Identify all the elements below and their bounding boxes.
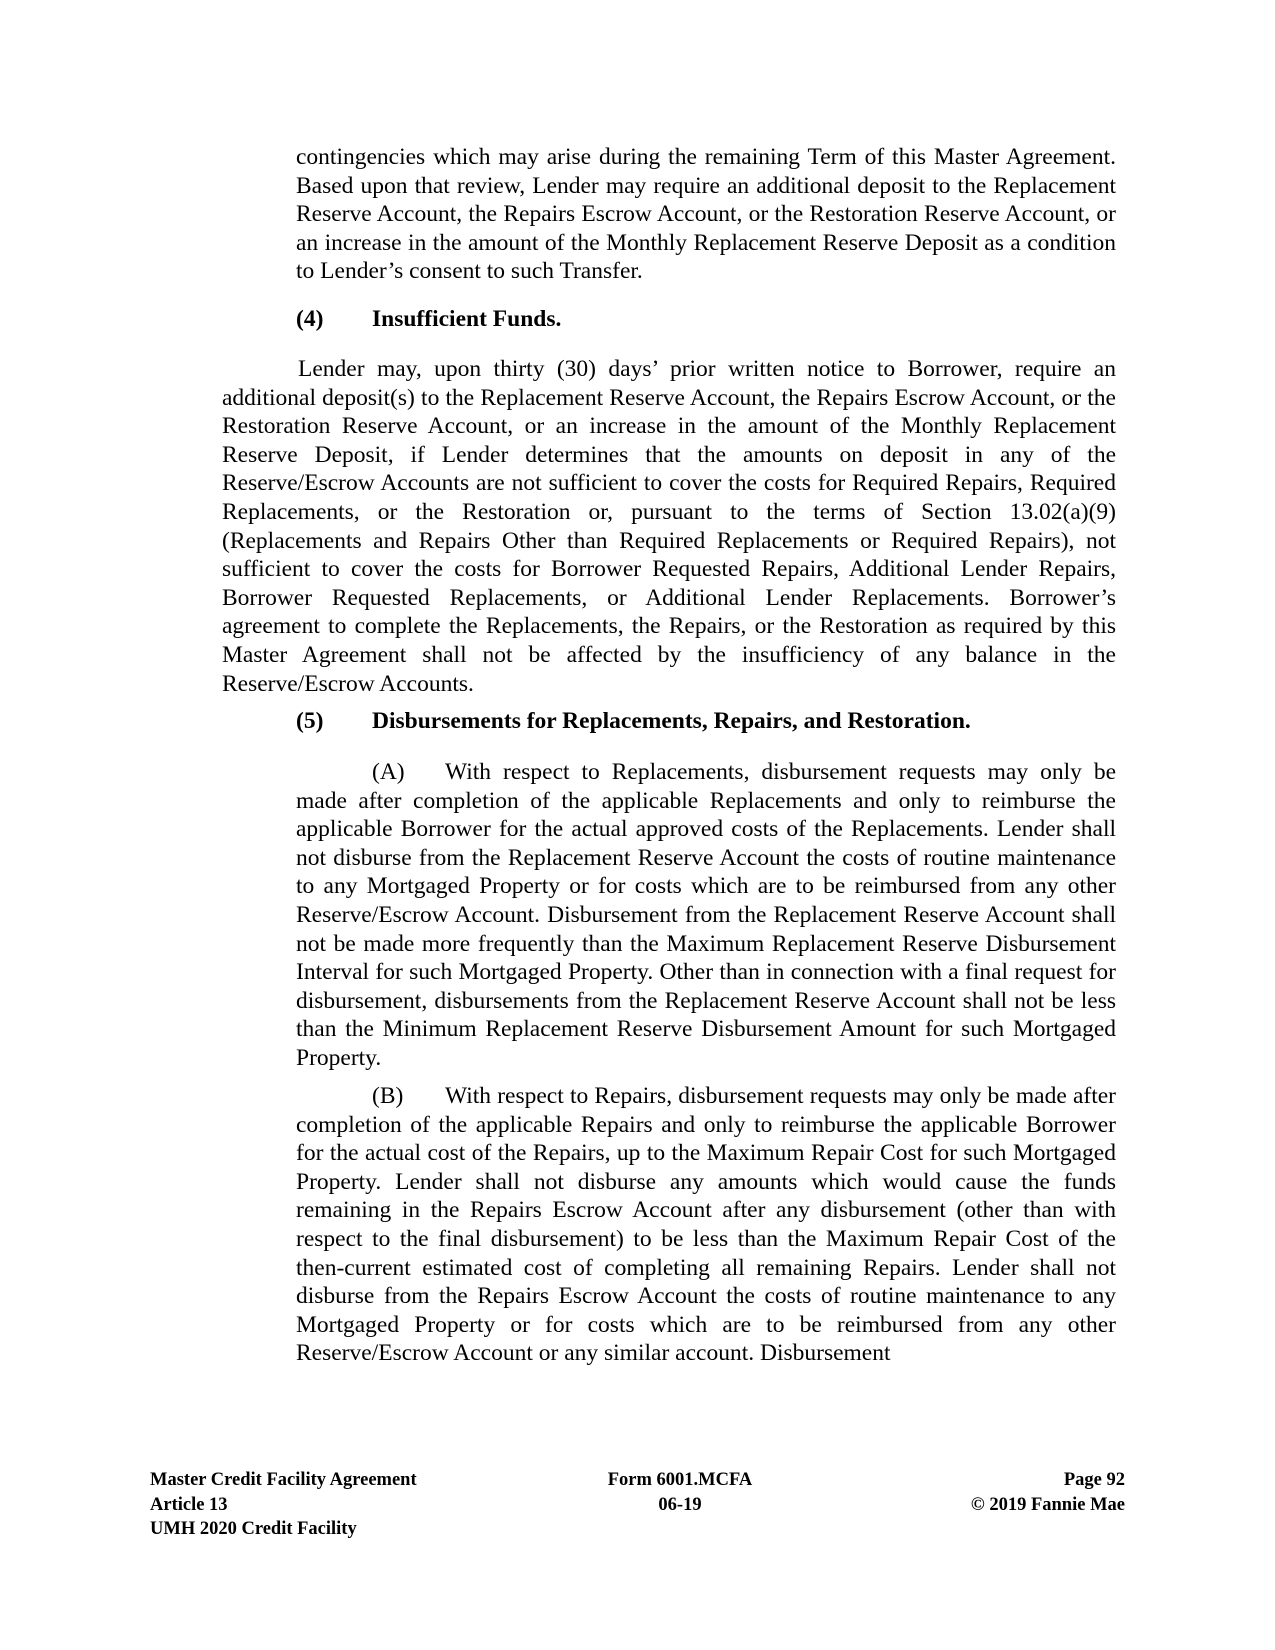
footer-form-date: 06-19 [658,1494,702,1515]
section-4-body [222,355,1116,698]
section-5-sub-a [296,758,1116,1073]
section-5-sub-b [296,1082,1116,1368]
sub-a-label: (A) [372,759,405,785]
footer-copyright: © 2019 Fannie Mae [970,1494,1125,1515]
section-4-title: Insufficient Funds. [372,306,562,332]
section-3-continuation: contingencies which may arise during the remaining Term of this Master Agreement. Based upon that review, Lender may require an additional deposit to the Replacement Reserve Account, the Repairs Escrow Account, or the Restoration Reserve Account, or an increase in the amount of the Monthly Replacement Reserve Deposit as a condition to Lender’s consent to such Transfer. [296,144,1116,285]
sub-a-body: With respect to Replacements, disbursement requests may only be made after completion of the applicable Replacements and only to reimburse the applicable Borrower for the actual approved costs of the Replacements. Lender shall not disburse from the Replacement Reserve Account the costs of routine maintenance to any Mortgaged Property or for costs which are to be reimbursed from any other Reserve/Escrow Account. Disbursement from the Replacement Reserve Account shall not be made more frequently than the Maximum Replacement Reserve Disbursement Interval for such Mortgaged Property. Other than in connection with a final request for disbursement, disbursements from the Replacement Reserve Account shall not be less than the Minimum Replacement Reserve Disbursement Amount for such Mortgaged Property. [296,759,1116,1071]
sub-b-label: (B) [372,1083,404,1109]
section-5-number: (5) [296,708,324,734]
sub-b-body: With respect to Repairs, disbursement requests may only be made after completion of the applicable Repairs and only to reimburse the applicable Borrower for the actual cost of the Repairs, up to the Maximum Repair Cost for such Mortgaged Property. Lender shall not disburse any amounts which would cause the funds remaining in the Repairs Escrow Account after any disbursement (other than with respect to the final disbursement) to be less than the Maximum Repair Cost of the then-current estimated cost of completing all remaining Repairs. Lender shall not disburse from the Repairs Escrow Account the costs of routine maintenance to any Mortgaged Property or for costs which are to be reimbursed from any other Reserve/Escrow Account or any similar account. Disbursement [296,1083,1116,1367]
footer-document-title: Master Credit Facility Agreement [150,1470,417,1490]
section-4-heading [296,305,561,333]
footer-left [150,1468,510,1542]
footer-right [860,1468,1125,1517]
section-5-title: Disbursements for Replacements, Repairs, and Restoration. [372,708,971,734]
section-4-body-text: Lender may, upon thirty (30) days’ prior written notice to Borrower, require an additional deposit(s) to the Replacement Reserve Account, the Repairs Escrow Account, or the Restoration Reserve Account, or an increase in the amount of the Monthly Replacement Reserve Deposit, if Lender determines that the amounts on deposit in any of the Reserve/Escrow Accounts are not sufficient to cover the costs for Required Repairs, Required Replacements, or the Restoration or, pursuant to the terms of Section 13.02(a)(9) (Replacements and Repairs Other than Required Replacements or Required Repairs), not sufficient to cover the costs for Borrower Requested Repairs, Additional Lender Repairs, Borrower Requested Replacements, or Additional Lender Replacements. Borrower’s agreement to complete the Replacements, the Repairs, or the Restoration as required by this Master Agreement shall not be affected by the insufficiency of any balance in the Reserve/Escrow Accounts. [222,356,1116,697]
footer-article: Article 13 [150,1494,228,1515]
section-4-number: (4) [296,306,324,332]
footer-center [560,1468,800,1517]
footer-form-number: Form 6001.MCFA [607,1470,753,1490]
section-5-heading [296,707,971,735]
footer-page-number: Page 92 [1063,1470,1125,1490]
footer-facility: UMH 2020 Credit Facility [150,1519,357,1539]
